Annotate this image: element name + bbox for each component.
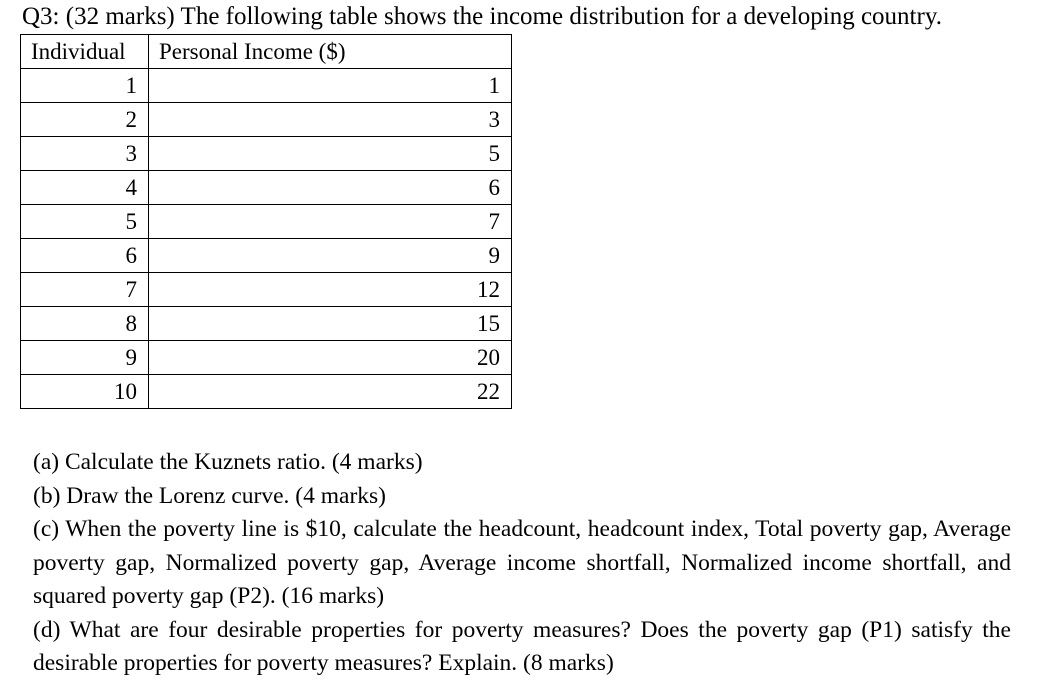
- individual-cell: 4: [21, 171, 149, 205]
- individual-cell: 3: [21, 137, 149, 171]
- income-cell: 12: [149, 273, 512, 307]
- income-cell: 7: [149, 205, 512, 239]
- part-a-text: (a) Calculate the Kuznets ratio. (4 marks): [33, 449, 423, 475]
- income-cell: 5: [149, 137, 512, 171]
- table-row: [21, 205, 512, 239]
- table-header-row: [21, 35, 512, 69]
- column-header-personal-income: Personal Income ($): [149, 35, 512, 69]
- table-row: [21, 239, 512, 273]
- part-d-text: (d) What are four desirable properties for poverty measures? Does the poverty gap (P1) satisfy the desirable properties for poverty measures? Explain. (8 marks): [33, 616, 1011, 676]
- table-row: [21, 69, 512, 103]
- income-cell: 1: [149, 69, 512, 103]
- individual-cell: 10: [21, 375, 149, 409]
- individual-cell: 1: [21, 69, 149, 103]
- column-header-individual: Individual: [21, 35, 149, 69]
- individual-cell: 2: [21, 103, 149, 137]
- income-cell: 3: [149, 103, 512, 137]
- table-row: [21, 341, 512, 375]
- income-cell: 22: [149, 375, 512, 409]
- individual-cell: 6: [21, 239, 149, 273]
- table-row: [21, 307, 512, 341]
- income-cell: 20: [149, 341, 512, 375]
- individual-cell: 7: [21, 273, 149, 307]
- table-row: [21, 375, 512, 409]
- income-cell: 9: [149, 239, 512, 273]
- income-cell: 6: [149, 171, 512, 205]
- part-c-text: (c) When the poverty line is $10, calculate the headcount, headcount index, Total poverty gap, Average poverty gap, Normalized poverty gap, Average income shortfall, Normalized income shortfall, and squared poverty gap (P2). (16 marks): [33, 516, 1011, 609]
- table-row: [21, 273, 512, 307]
- table-row: [21, 103, 512, 137]
- individual-cell: 9: [21, 341, 149, 375]
- table-row: [21, 171, 512, 205]
- question-title: Q3: (32 marks) The following table shows the income distribution for a developing country.: [22, 3, 942, 30]
- question-parts: [33, 446, 1011, 681]
- individual-cell: 5: [21, 205, 149, 239]
- income-table: [20, 34, 512, 409]
- income-cell: 15: [149, 307, 512, 341]
- table-row: [21, 137, 512, 171]
- part-b-text: (b) Draw the Lorenz curve. (4 marks): [33, 482, 386, 509]
- individual-cell: 8: [21, 307, 149, 341]
